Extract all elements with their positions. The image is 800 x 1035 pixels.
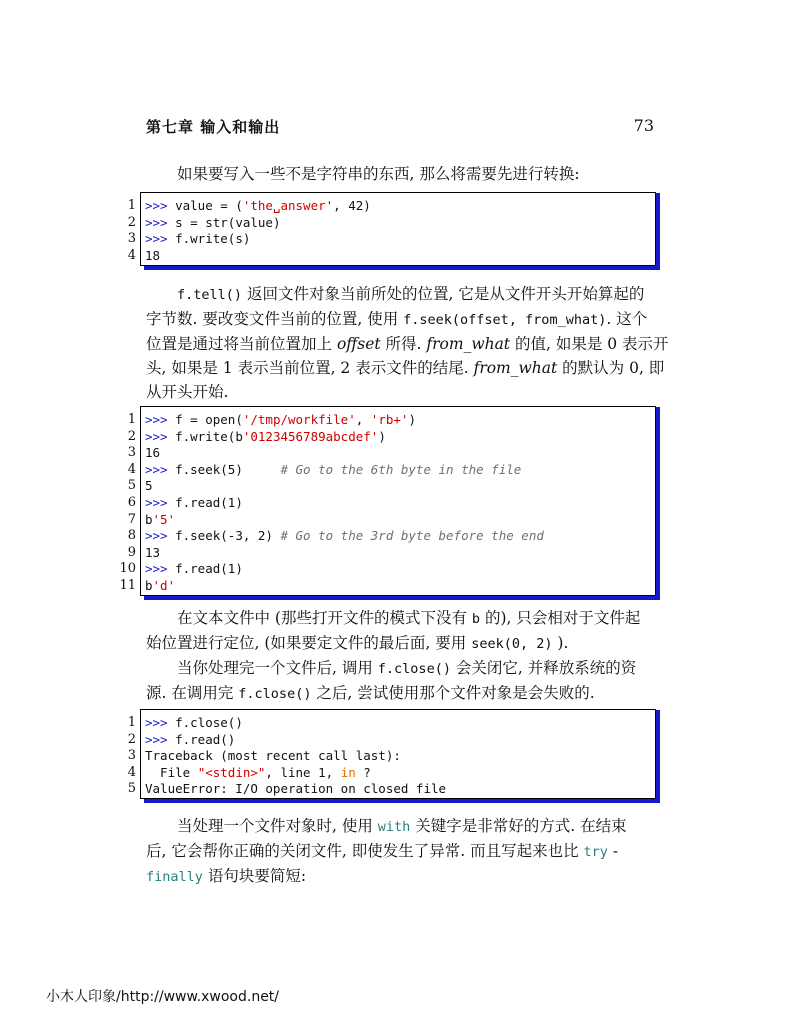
code-token: value = (: [175, 198, 243, 213]
code-line: [145, 512, 544, 529]
code-token: b: [145, 511, 153, 527]
code-token: >>>: [145, 561, 176, 577]
code-line: [145, 732, 446, 749]
line-number: 2: [127, 731, 136, 747]
line-number: 3: [127, 748, 136, 764]
code-line: [145, 561, 544, 578]
code-token: >>>: [145, 428, 176, 444]
text: ).: [552, 634, 569, 652]
code-token: 13: [145, 544, 161, 560]
code-token: '0123456789abcdef': [242, 428, 379, 444]
code-token: ): [408, 412, 416, 427]
text: 的默认为 0, 即: [557, 359, 665, 377]
inline-code: b: [471, 611, 481, 627]
text: 的值, 如果是 0 表示开: [510, 335, 669, 353]
line-number: 3: [127, 445, 136, 461]
code-token: 16: [145, 445, 161, 461]
code-token: in: [340, 764, 356, 780]
code-token: >>>: [145, 494, 176, 510]
code-token: b: [145, 577, 153, 593]
code-token: ?: [355, 764, 371, 780]
text: 在文本文件中 (那些打开文件的模式下没有: [177, 609, 472, 627]
code-line: [145, 765, 446, 782]
paragraph-line: 从开头开始.: [146, 383, 229, 401]
inline-code: seek(0, 2): [471, 636, 553, 652]
code-token: ,: [355, 412, 371, 427]
code-token: ValueError: I/O operation on closed file: [145, 781, 447, 797]
text: 关键字是非常好的方式. 在结束: [410, 817, 627, 835]
inline-keyword: finally: [146, 869, 203, 885]
line-numbers: [116, 715, 136, 798]
paragraph-line: [146, 282, 656, 307]
code-token: f.read(1): [175, 494, 243, 510]
inline-code: f.close(): [238, 686, 312, 702]
paragraph-line: [146, 631, 656, 656]
text: 的), 只会相对于文件起: [480, 609, 641, 627]
code-token: >>>: [145, 528, 176, 544]
paragraph-line: [146, 606, 656, 631]
paragraph-3: [146, 606, 656, 656]
text: 始位置进行定位, (如果要定文件的最后面, 要用: [146, 634, 472, 652]
code-lines: [145, 198, 371, 264]
paragraph-5: [146, 814, 656, 889]
code-line: [145, 545, 544, 562]
code-token: 5: [145, 478, 153, 494]
code-line: [145, 248, 371, 265]
chapter-title: 第七章 输入和输出: [146, 118, 281, 136]
code-block-1: [127, 192, 660, 270]
line-number: 1: [127, 715, 136, 730]
code-line: [145, 445, 544, 462]
line-number: 11: [119, 577, 136, 593]
line-number: 6: [127, 494, 136, 510]
line-numbers: [116, 198, 136, 264]
code-token: 'd': [152, 577, 176, 593]
line-number: 3: [127, 231, 136, 247]
text: 语句块要简短:: [202, 867, 307, 885]
line-number: 5: [127, 781, 136, 797]
text: 头, 如果是 1 表示当前位置, 2 表示文件的结尾.: [146, 359, 474, 377]
code-token: f.write(b: [175, 428, 243, 444]
line-number: 5: [127, 478, 136, 494]
line-number: 8: [127, 528, 136, 544]
inline-keyword: with: [377, 819, 411, 835]
code-line: [145, 528, 544, 545]
line-number: 7: [127, 511, 136, 527]
text: 源. 在调用完: [146, 684, 239, 702]
line-number: 4: [127, 247, 136, 263]
code-token: f.read(1): [175, 561, 243, 577]
code-lines: [145, 715, 446, 798]
code-token: 'the␣answer': [242, 198, 334, 213]
code-token: f.close(): [175, 715, 243, 730]
text: 会关闭它, 并释放系统的资: [450, 659, 637, 677]
code-token: , line 1,: [265, 764, 341, 780]
page-number: 73: [633, 116, 654, 135]
code-line: [145, 429, 544, 446]
code-token: f = open(: [175, 412, 243, 427]
code-line: [145, 215, 371, 232]
paragraph-line: [146, 356, 665, 380]
line-number: 4: [127, 764, 136, 780]
code-token: >>>: [145, 412, 176, 427]
code-token: f.read(): [175, 731, 236, 747]
text: 当处理一个文件对象时, 使用: [177, 817, 378, 835]
inline-code: f.tell(): [177, 287, 243, 303]
text: 后, 它会帮你正确的关闭文件, 即使发生了异常. 而且写起来也比: [146, 842, 584, 860]
footer-watermark: 小木人印象/http://www.xwood.net/: [46, 989, 280, 1005]
text: 所得.: [380, 335, 427, 353]
code-token: >>>: [145, 198, 176, 213]
code-token: 'rb+': [370, 412, 409, 427]
code-line: [145, 578, 544, 595]
code-token: '5': [152, 511, 176, 527]
italic-term: offset: [336, 335, 381, 353]
code-token: >>>: [145, 461, 176, 477]
text: . 这个: [606, 310, 648, 328]
code-token: '/tmp/workfile': [242, 412, 356, 427]
line-number: 4: [127, 461, 136, 477]
paragraph-line: [146, 307, 656, 332]
paragraph-1: [146, 162, 656, 186]
code-token: ): [378, 428, 386, 444]
text: 字节数. 要改变文件当前的位置, 使用: [146, 310, 404, 328]
code-block-2: [119, 406, 660, 600]
code-line: [145, 478, 544, 495]
code-token: f.seek(5): [175, 461, 281, 477]
line-number: 2: [127, 428, 136, 444]
text: 位置是通过将当前位置加上: [146, 335, 337, 353]
line-number: 1: [127, 198, 136, 213]
line-number: 2: [127, 214, 136, 230]
code-token: , 42): [333, 198, 371, 213]
code-token: >>>: [145, 731, 176, 747]
inline-code: f.seek(offset, from_what): [403, 312, 607, 328]
paragraph-line: [146, 681, 656, 706]
code-token: >>>: [145, 715, 176, 730]
code-line: [145, 748, 446, 765]
paragraph-line: [146, 656, 656, 681]
code-line: [145, 495, 544, 512]
page-header: [146, 116, 654, 138]
text: 之后, 尝试使用那个文件对象是会失败的.: [311, 684, 595, 702]
code-block-3: [127, 709, 660, 803]
paragraph-line: [146, 839, 656, 864]
code-token: s = str(value): [175, 214, 281, 230]
code-token: # Go to the 3rd byte before the end: [280, 528, 544, 544]
line-number: 10: [119, 561, 136, 577]
paragraph-line: 如果要写入一些不是字符串的东西, 那么将需要先进行转换:: [177, 165, 580, 183]
code-lines: [145, 412, 544, 595]
code-line: [145, 198, 371, 215]
paragraph-line: [146, 814, 656, 839]
line-numbers: [116, 412, 136, 595]
inline-keyword: try: [583, 844, 608, 860]
code-token: f.seek(-3, 2): [175, 528, 281, 544]
code-line: [145, 462, 544, 479]
line-number: 1: [127, 412, 136, 427]
paragraph-line: [146, 864, 656, 889]
paragraph-2: [146, 282, 669, 404]
code-line: [145, 781, 446, 798]
paragraph-4: [146, 656, 656, 706]
line-number: 9: [127, 544, 136, 560]
paragraph-line: [146, 332, 669, 356]
inline-code: f.close(): [377, 661, 451, 677]
code-token: File: [145, 764, 198, 780]
code-token: Traceback (most recent call last):: [145, 748, 401, 764]
text: 当你处理完一个文件后, 调用: [177, 659, 378, 677]
code-token: # Go to the 6th byte in the file: [280, 461, 522, 477]
text: -: [607, 842, 619, 860]
code-token: "<stdin>": [197, 764, 266, 780]
code-token: >>>: [145, 231, 176, 247]
code-token: 18: [145, 247, 161, 263]
code-line: [145, 715, 446, 732]
italic-term: from_what: [473, 359, 558, 377]
code-token: >>>: [145, 214, 176, 230]
code-line: [145, 231, 371, 248]
text: 返回文件对象当前所处的位置, 它是从文件开头开始算起的: [242, 285, 645, 303]
code-token: f.write(s): [175, 231, 251, 247]
italic-term: from_what: [426, 335, 511, 353]
code-line: [145, 412, 544, 429]
